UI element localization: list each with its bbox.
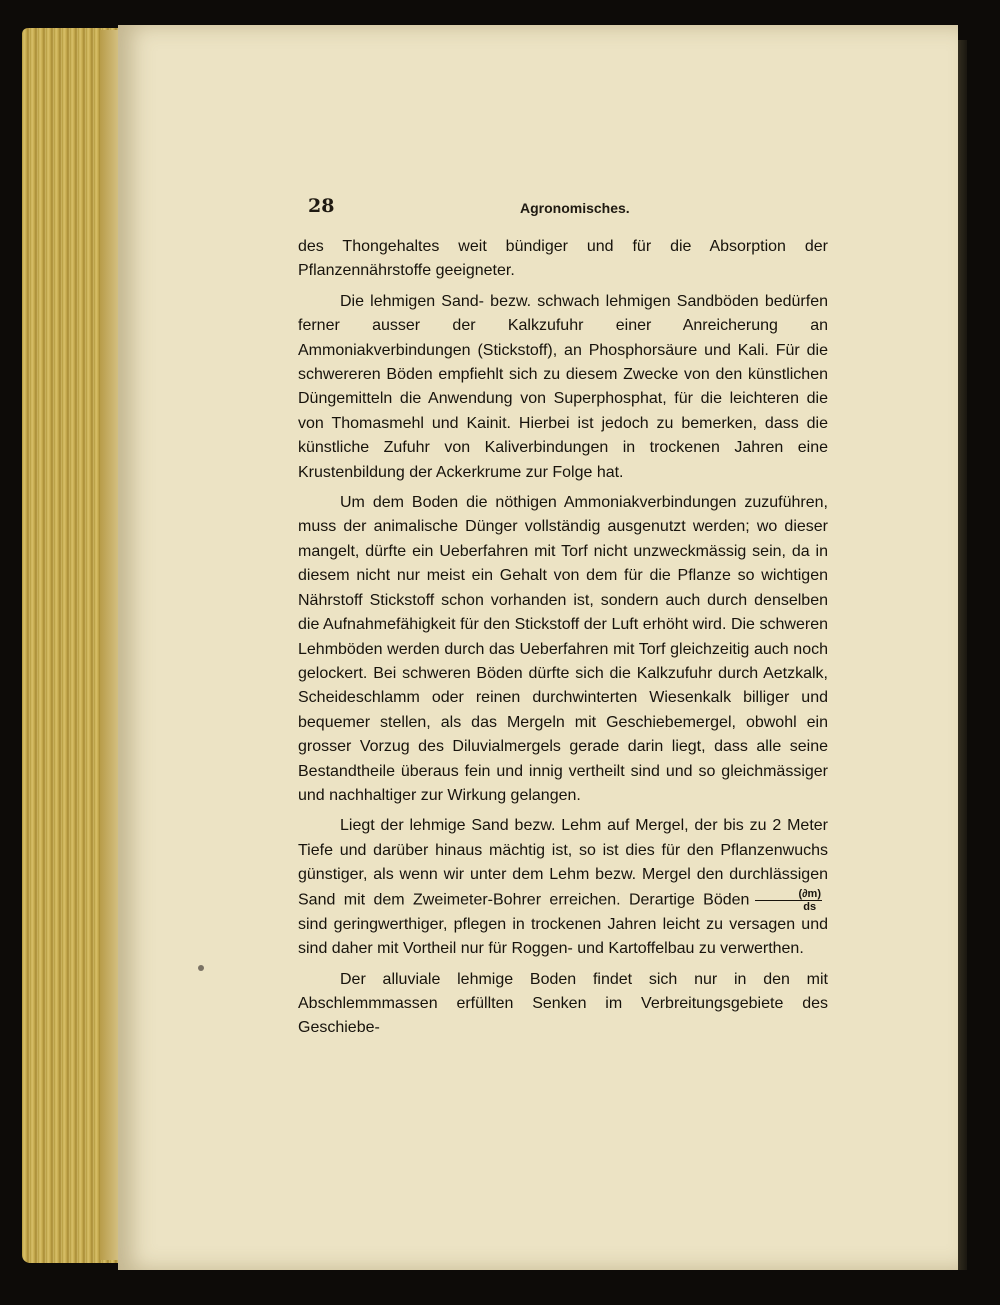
fraction-numerator: (∂m): [755, 888, 822, 901]
paragraph: Der alluviale lehmige Boden findet sich nur in den mit Abschlemmmassen erfüllten Senken im Verbreitungsgebiete des Geschiebe-: [298, 970, 828, 1037]
paragraph-text: Liegt der lehmige Sand bezw. Lehm auf Mergel, der bis zu 2 Meter Tiefe und darüber hinaus mächtig ist, so ist dies für den Pflanzenwuchs günstiger, als wenn wir unter dem Lehm bezw. Mergel den durchlässigen Sand mit dem Zweimeter-Bohrer erreichen. Derartige Böden: [298, 817, 828, 909]
geologic-symbol-fraction: [755, 888, 822, 913]
paragraph: [298, 814, 828, 961]
book-page: [118, 25, 958, 1270]
fraction-denominator: ds: [803, 900, 817, 913]
page-header: [118, 195, 958, 225]
running-title: Agronomisches.: [520, 200, 630, 216]
page-number: 28: [308, 195, 335, 217]
paragraph: Die lehmigen Sand- bezw. schwach lehmigen Sandböden bedürfen ferner ausser der Kalkzufuhr einer Anreicherung an Ammoniakverbindungen (Stickstoff), an Phosphorsäure und Kali. Für die schwereren Böden empfiehlt sich zu diesem Zwecke von den künstlichen Düngemitteln die Anwendung von Superphosphat, für die leichteren die von Thomasmehl und Kainit. Hierbei ist jedoch zu bemerken, dass die künstliche Zufuhr von Kaliverbindungen in trockenen Jahren eine Krustenbildung der Ackerkrume zur Folge hat.: [298, 292, 828, 481]
paper-speck: [198, 965, 204, 971]
paragraph: Um dem Boden die nöthigen Ammoniakverbindungen zuzuführen, muss der animalische Dünger vollständig ausgenutzt werden; wo dieser mangelt, dürfte ein Ueberfahren mit Torf nicht unzweckmässig sein, da in diesem nicht nur meist ein Gehalt von dem für die Pflanze so wichtigen Nährstoff Stickstoff schon vorhanden ist, sondern auch durch denselben die Aufnahmefähigkeit für den Stickstoff der Luft erhöht wird. Die schweren Lehmböden werden durch das Ueberfahren mit Torf gleichzeitig auch noch gelockert. Bei schweren Böden dürfte sich die Kalkzufuhr durch Aetzkalk, Scheideschlamm oder reinen durchwinterten Wiesenkalk billiger und bequemer stellen, als das Mergeln mit Geschiebemergel, obwohl ein grosser Vorzug des Diluvialmergels gerade darin liegt, dass alle seine Bestandtheile überaus fein und innig vertheilt sind und so gleichmässiger und nachhaltiger zur Wirkung gelangen.: [298, 494, 828, 804]
paragraph-text: sind geringwerthiger, pflegen in trockenen Jahren leicht zu versagen und sind daher mit Vortheil nur für Roggen- und Kartoffelbau zu verwerthen.: [298, 915, 828, 958]
paragraph: des Thongehaltes weit bündiger und für die Absorption der Pflanzennährstoffe geeigneter.: [298, 238, 828, 280]
body-text: [298, 235, 828, 1047]
